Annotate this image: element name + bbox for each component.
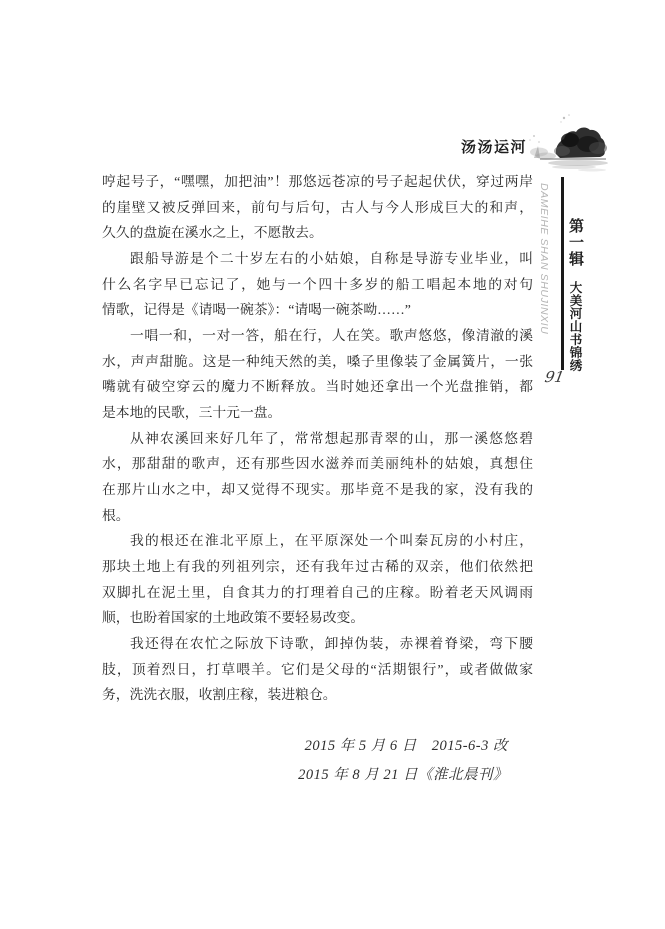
text-line: 那块土地上有我的列祖列宗，还有我年过古稀的双亲，他们依然把 [102, 559, 533, 575]
text-line: 的崖壁又被反弹回来，前句与后句，古人与今人形成巨大的和声， [102, 199, 533, 215]
date-line-2: 2015 年 8 月 21 日《淮北晨刊》 [298, 767, 508, 783]
text-line: 跟船导游是个二十岁左右的小姑娘，自称是导游专业毕业，叫 [130, 251, 533, 267]
text-line: 在那片山水之中，却又觉得不现实。那毕竟不是我的家，没有我的 [102, 482, 533, 498]
text-line: 哼起号子，“嘿嘿，加把油”！那悠远苍凉的号子起起伏伏，穿过两岸 [102, 174, 533, 189]
text-line: 久久的盘旋在溪水之上，不愿散去。 [102, 225, 323, 241]
sidebar-volume [565, 218, 586, 372]
text-line: 一唱一和，一对一答，船在行，人在笑。歌声悠悠，像清澈的溪 [130, 328, 533, 344]
sidebar-divider [561, 177, 564, 370]
text-line: 顺，也盼着国家的土地政策不要轻易改变。 [102, 610, 365, 626]
volume-label: 第一辑 [567, 218, 583, 268]
text-line: 我的根还在淮北平原上，在平原深处一个叫秦瓦房的小村庄， [130, 533, 533, 549]
page-number: 91 [543, 368, 566, 386]
footer-dates [102, 732, 533, 790]
body-text [102, 169, 533, 708]
ink-wash-landscape-icon [522, 106, 624, 176]
sidebar-pinyin-text: DAMEIHE SHAN SHUJINXIU [538, 183, 550, 335]
text-line: 情歌，记得是《请喝一碗茶》：“请喝一碗茶呦……” [102, 302, 411, 318]
running-head-title: 汤汤运河 [461, 139, 528, 156]
text-line: 是本地的民歌，三十元一盘。 [102, 405, 282, 421]
text-line: 双脚扎在泥土里，自食其力的打理着自己的庄稼。盼着老天风调雨 [102, 584, 533, 600]
text-line: 根。 [102, 507, 130, 523]
text-line: 嘴就有破空穿云的魔力不断释放。当时她还拿出一个光盘推销，都 [102, 379, 533, 395]
date-line-1: 2015 年 5 月 6 日 2015-6-3 改 [304, 738, 508, 754]
text-line: 水，声声甜脆。这是一种纯天然的美，嗓子里像装了金属簧片，一张 [102, 353, 533, 369]
text-line: 我还得在农忙之际放下诗歌，卸掉伪装，赤裸着脊梁，弯下腰 [130, 636, 533, 652]
text-line: 肢，顶着烈日，打草喂羊。它们是父母的“活期银行”，或者做做家 [102, 661, 533, 677]
text-line: 从神农溪回来好几年了，常常想起那青翠的山，那一溪悠悠碧 [130, 430, 533, 446]
text-line: 什么名字早已忘记了，她与一个四十多岁的船工唱起本地的对句 [102, 276, 533, 292]
text-line: 水，那甜甜的歌声，还有那些因水滋养而美丽纯朴的姑娘，真想住 [102, 456, 533, 472]
volume-title: 大美河山书锦绣 [568, 280, 582, 372]
text-line: 务，洗洗衣服，收割庄稼，装进粮仓。 [102, 687, 337, 703]
